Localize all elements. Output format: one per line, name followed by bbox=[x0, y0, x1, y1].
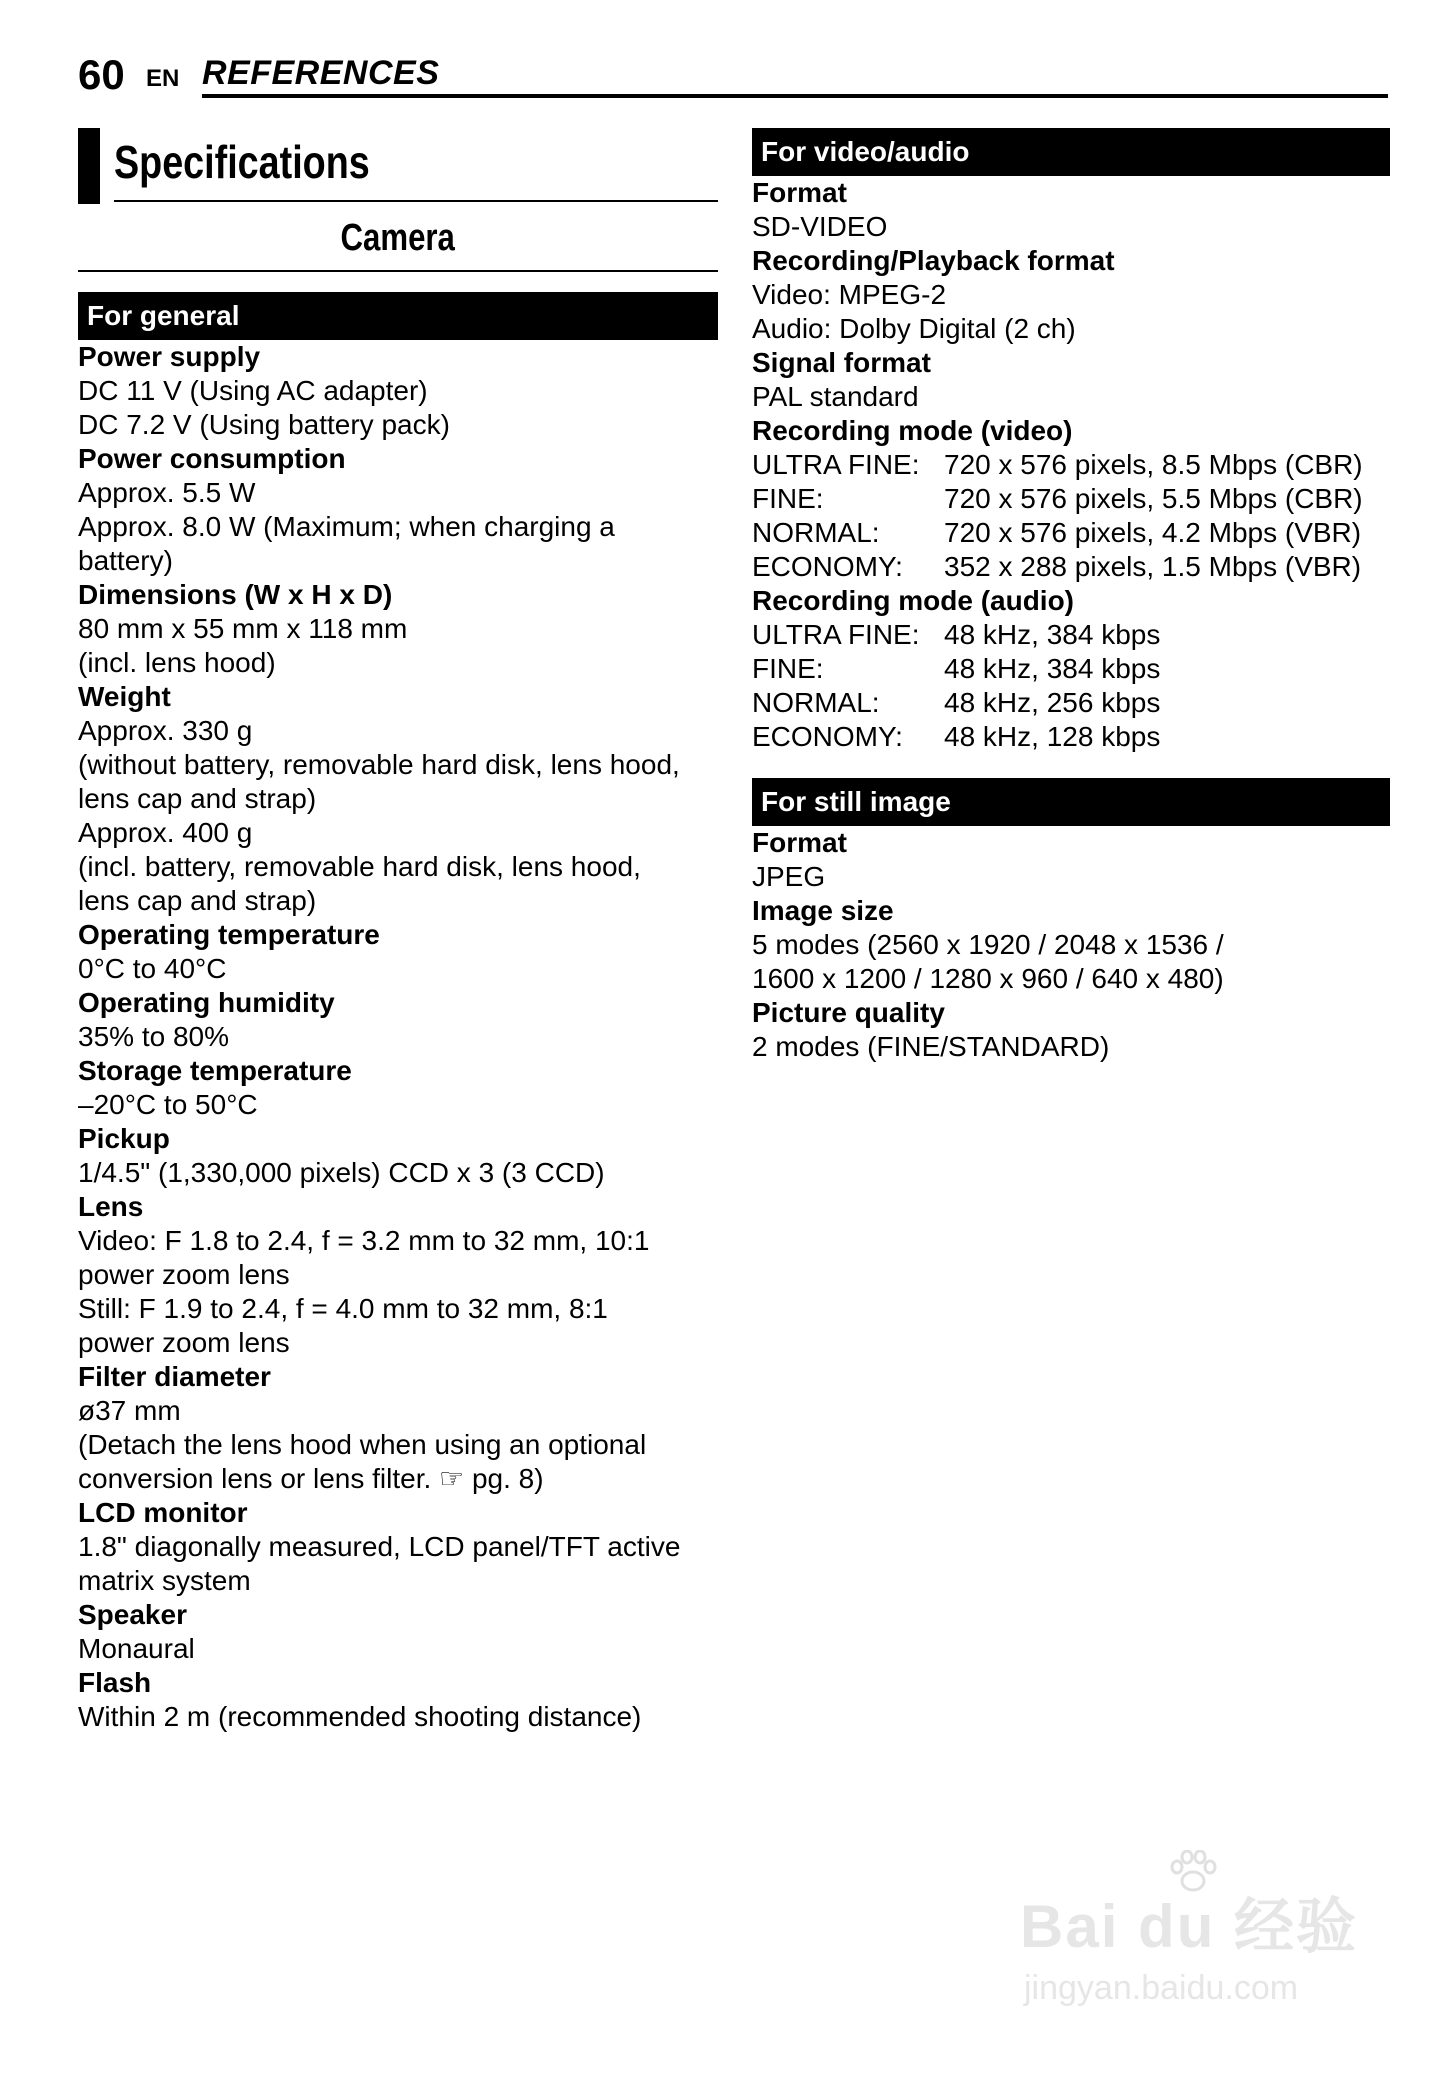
mode-value: 720 x 576 pixels, 4.2 Mbps (VBR) bbox=[944, 517, 1362, 548]
spec-label: Pickup bbox=[78, 1123, 170, 1154]
mode-value: 352 x 288 pixels, 1.5 Mbps (VBR) bbox=[944, 551, 1362, 582]
mode-name: NORMAL: bbox=[752, 687, 880, 718]
video-audio-section-heading: For video/audio bbox=[752, 128, 1390, 176]
camera-subtitle bbox=[78, 216, 718, 262]
spec-value: Video: MPEG-2 bbox=[752, 279, 947, 310]
spec-value: ø37 mm bbox=[78, 1395, 181, 1426]
spec-label: Format bbox=[752, 827, 847, 858]
spec-value: (without battery, removable hard disk, lens hood, bbox=[78, 749, 680, 780]
spec-label: Picture quality bbox=[752, 997, 945, 1028]
spec-label: Dimensions (W x H x D) bbox=[78, 579, 393, 610]
mode-name: FINE: bbox=[752, 653, 824, 684]
spec-value: PAL standard bbox=[752, 381, 919, 412]
spec-label: Recording mode (video) bbox=[752, 415, 1073, 446]
spec-value: 2 modes (FINE/STANDARD) bbox=[752, 1031, 1110, 1062]
spec-label: Operating humidity bbox=[78, 987, 335, 1018]
mode-row bbox=[752, 652, 1390, 686]
general-spec-list bbox=[78, 340, 718, 1734]
spec-value: Still: F 1.9 to 2.4, f = 4.0 mm to 32 mm, 8:1 bbox=[78, 1293, 608, 1324]
spec-value: 80 mm x 55 mm x 118 mm bbox=[78, 613, 408, 644]
spec-value: lens cap and strap) bbox=[78, 783, 317, 814]
header-rule bbox=[202, 94, 1388, 98]
page-title: Specifications bbox=[114, 136, 370, 188]
still-image-spec-list bbox=[752, 826, 1390, 1064]
spec-value: Approx. 330 g bbox=[78, 715, 253, 746]
mode-value: 720 x 576 pixels, 5.5 Mbps (CBR) bbox=[944, 483, 1363, 514]
general-section-heading: For general bbox=[78, 292, 718, 340]
spec-label: Flash bbox=[78, 1667, 152, 1698]
left-column bbox=[78, 128, 718, 1734]
spec-label: Power consumption bbox=[78, 443, 346, 474]
mode-name: ULTRA FINE: bbox=[752, 619, 920, 650]
mode-row bbox=[752, 618, 1390, 652]
baidu-watermark bbox=[1020, 1850, 1360, 2010]
spec-label: Signal format bbox=[752, 347, 931, 378]
spec-value: battery) bbox=[78, 545, 173, 576]
spec-label: Image size bbox=[752, 895, 894, 926]
mode-row bbox=[752, 516, 1390, 550]
spec-value: –20°C to 50°C bbox=[78, 1089, 258, 1120]
mode-name: FINE: bbox=[752, 483, 824, 514]
audio-mode-table bbox=[752, 618, 1390, 754]
spec-value: (incl. battery, removable hard disk, lens hood, bbox=[78, 851, 641, 882]
section-reference: REFERENCES bbox=[202, 54, 440, 92]
mode-value: 48 kHz, 256 kbps bbox=[944, 687, 1161, 718]
watermark-url: jingyan.baidu.com bbox=[1024, 1969, 1299, 2007]
spec-value: 1600 x 1200 / 1280 x 960 / 640 x 480) bbox=[752, 963, 1224, 994]
title-rule bbox=[114, 200, 718, 202]
page-number: 60 bbox=[78, 51, 125, 98]
spec-label: Storage temperature bbox=[78, 1055, 352, 1086]
mode-value: 48 kHz, 128 kbps bbox=[944, 721, 1161, 752]
mode-row bbox=[752, 720, 1390, 754]
spec-value: conversion lens or lens filter. ☞ pg. 8) bbox=[78, 1463, 544, 1494]
spec-value: 5 modes (2560 x 1920 / 2048 x 1536 / bbox=[752, 929, 1224, 960]
spec-value: (incl. lens hood) bbox=[78, 647, 276, 678]
spec-value: 1.8" diagonally measured, LCD panel/TFT active bbox=[78, 1531, 681, 1562]
spec-value: JPEG bbox=[752, 861, 826, 892]
spec-value: DC 11 V (Using AC adapter) bbox=[78, 375, 428, 406]
spec-label: Recording/Playback format bbox=[752, 245, 1115, 276]
camera-rule bbox=[78, 270, 718, 272]
language-code: EN bbox=[146, 65, 180, 92]
mode-row bbox=[752, 686, 1390, 720]
watermark-logo: Bai du 经验 bbox=[1020, 1893, 1359, 1960]
mode-value: 48 kHz, 384 kbps bbox=[944, 653, 1161, 684]
mode-name: NORMAL: bbox=[752, 517, 880, 548]
spec-label: Power supply bbox=[78, 341, 261, 372]
spec-value: 35% to 80% bbox=[78, 1021, 229, 1052]
spec-label: Recording mode (audio) bbox=[752, 585, 1074, 616]
spec-label: LCD monitor bbox=[78, 1497, 248, 1528]
mode-name: ECONOMY: bbox=[752, 551, 903, 582]
right-column bbox=[752, 128, 1390, 1064]
camera-subtitle-text: Camera bbox=[340, 217, 456, 259]
spec-value: Within 2 m (recommended shooting distance) bbox=[78, 1701, 642, 1732]
mode-row bbox=[752, 482, 1390, 516]
spec-label: Filter diameter bbox=[78, 1361, 271, 1392]
spec-label: Speaker bbox=[78, 1599, 187, 1630]
video-audio-spec-list bbox=[752, 176, 1390, 754]
still-image-section-heading: For still image bbox=[752, 778, 1390, 826]
spec-value: SD-VIDEO bbox=[752, 211, 888, 242]
mode-value: 720 x 576 pixels, 8.5 Mbps (CBR) bbox=[944, 449, 1363, 480]
spec-label: Format bbox=[752, 177, 847, 208]
spec-value: power zoom lens bbox=[78, 1327, 290, 1358]
spec-label: Weight bbox=[78, 681, 171, 712]
spec-value: Monaural bbox=[78, 1633, 195, 1664]
spec-label: Lens bbox=[78, 1191, 144, 1222]
spec-value: DC 7.2 V (Using battery pack) bbox=[78, 409, 450, 440]
mode-name: ECONOMY: bbox=[752, 721, 903, 752]
title-block bbox=[78, 128, 718, 204]
spec-label: Operating temperature bbox=[78, 919, 380, 950]
spec-value: Approx. 5.5 W bbox=[78, 477, 256, 508]
spec-value: Audio: Dolby Digital (2 ch) bbox=[752, 313, 1076, 344]
spec-value: power zoom lens bbox=[78, 1259, 290, 1290]
spec-value: Approx. 400 g bbox=[78, 817, 253, 848]
section-gap bbox=[752, 754, 1390, 778]
spec-value: (Detach the lens hood when using an optional bbox=[78, 1429, 647, 1460]
spec-value: lens cap and strap) bbox=[78, 885, 317, 916]
spec-value: 1/4.5" (1,330,000 pixels) CCD x 3 (3 CCD) bbox=[78, 1157, 605, 1188]
spec-value: matrix system bbox=[78, 1565, 251, 1596]
page-header bbox=[78, 50, 1388, 100]
mode-row bbox=[752, 550, 1390, 584]
spec-value: Approx. 8.0 W (Maximum; when charging a bbox=[78, 511, 615, 542]
mode-name: ULTRA FINE: bbox=[752, 449, 920, 480]
spec-value: 0°C to 40°C bbox=[78, 953, 227, 984]
mode-row bbox=[752, 448, 1390, 482]
video-mode-table bbox=[752, 448, 1390, 584]
paw-icon bbox=[1168, 1850, 1218, 1894]
spec-value: Video: F 1.8 to 2.4, f = 3.2 mm to 32 mm, 10:1 bbox=[78, 1225, 650, 1256]
title-marker bbox=[78, 128, 100, 204]
mode-value: 48 kHz, 384 kbps bbox=[944, 619, 1161, 650]
